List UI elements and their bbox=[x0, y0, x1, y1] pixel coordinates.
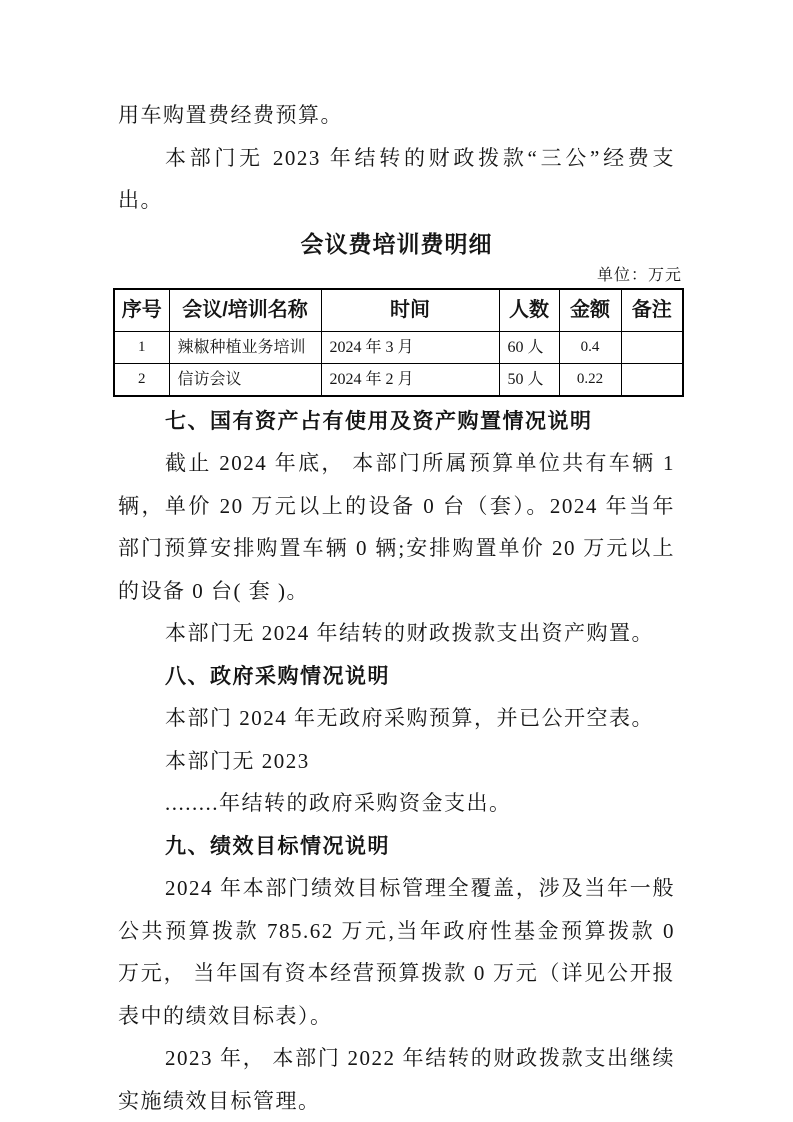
table-cell: 50 人 bbox=[499, 363, 559, 396]
table-row bbox=[114, 363, 683, 396]
table-cell: 1 bbox=[114, 331, 169, 363]
table-cell: 信访会议 bbox=[169, 363, 321, 396]
table-header-cell: 人数 bbox=[499, 289, 559, 332]
sections bbox=[118, 400, 675, 1122]
table-cell bbox=[621, 363, 683, 396]
table-title: 会议费培训费明细 bbox=[300, 230, 493, 257]
table-cell: 辣椒种植业务培训 bbox=[169, 331, 321, 363]
table-header-cell: 会议/培训名称 bbox=[169, 289, 321, 332]
paragraph: ........年结转的政府采购资金支出。 bbox=[165, 791, 512, 815]
table-header-cell: 金额 bbox=[559, 289, 621, 332]
table-cell: 0.4 bbox=[559, 331, 621, 363]
table-header-cell: 备注 bbox=[621, 289, 683, 332]
unit-label: 单位：万元 bbox=[596, 266, 682, 284]
paragraph: 本部门无 2024 年结转的财政拨款支出资产购置。 bbox=[165, 621, 654, 645]
table-cell: 2 bbox=[114, 363, 169, 396]
table-row bbox=[114, 331, 683, 363]
table-header-cell: 时间 bbox=[321, 289, 499, 332]
table-cell: 2024 年 3 月 bbox=[321, 331, 499, 363]
section-heading: 七、国有资产占有使用及资产购置情况说明 bbox=[165, 408, 593, 433]
paragraph: 2023 年， 本部门 2022 年结转的财政拨款支出继续实施绩效目标管理。 bbox=[118, 1046, 675, 1113]
table-body bbox=[114, 331, 683, 396]
intro-line-continuation: 用车购置费经费预算。 bbox=[118, 103, 343, 127]
table-header-cell: 序号 bbox=[114, 289, 169, 332]
section-heading: 九、绩效目标情况说明 bbox=[165, 833, 390, 858]
table-cell: 2024 年 2 月 bbox=[321, 363, 499, 396]
table-cell: 0.22 bbox=[559, 363, 621, 396]
table-cell bbox=[621, 331, 683, 363]
meeting-training-table bbox=[113, 288, 684, 397]
paragraph: 本部门 2024 年无政府采购预算，并已公开空表。 bbox=[165, 706, 654, 730]
table-cell: 60 人 bbox=[499, 331, 559, 363]
section-heading: 八、政府采购情况说明 bbox=[165, 663, 390, 688]
paragraph: 截止 2024 年底， 本部门所属预算单位共有车辆 1 辆，单价 20 万元以上的设备 0 台（套）。2024 年当年部门预算安排购置车辆 0 辆;安排购置单价 20 万元以上的设备 0 台( 套 )。 bbox=[118, 451, 675, 603]
intro-line-sangong: 本部门无 2023 年结转的财政拨款“三公”经费支出。 bbox=[118, 145, 675, 212]
paragraph: 本部门无 2023 bbox=[165, 748, 310, 773]
paragraph: 2024 年本部门绩效目标管理全覆盖，涉及当年一般公共预算拨款 785.62 万元,当年政府性基金预算拨款 0 万元， 当年国有资本经营预算拨款 0 万元（详见公开报表中的绩效目标表）。 bbox=[118, 876, 675, 1028]
table-header-row bbox=[114, 289, 683, 332]
